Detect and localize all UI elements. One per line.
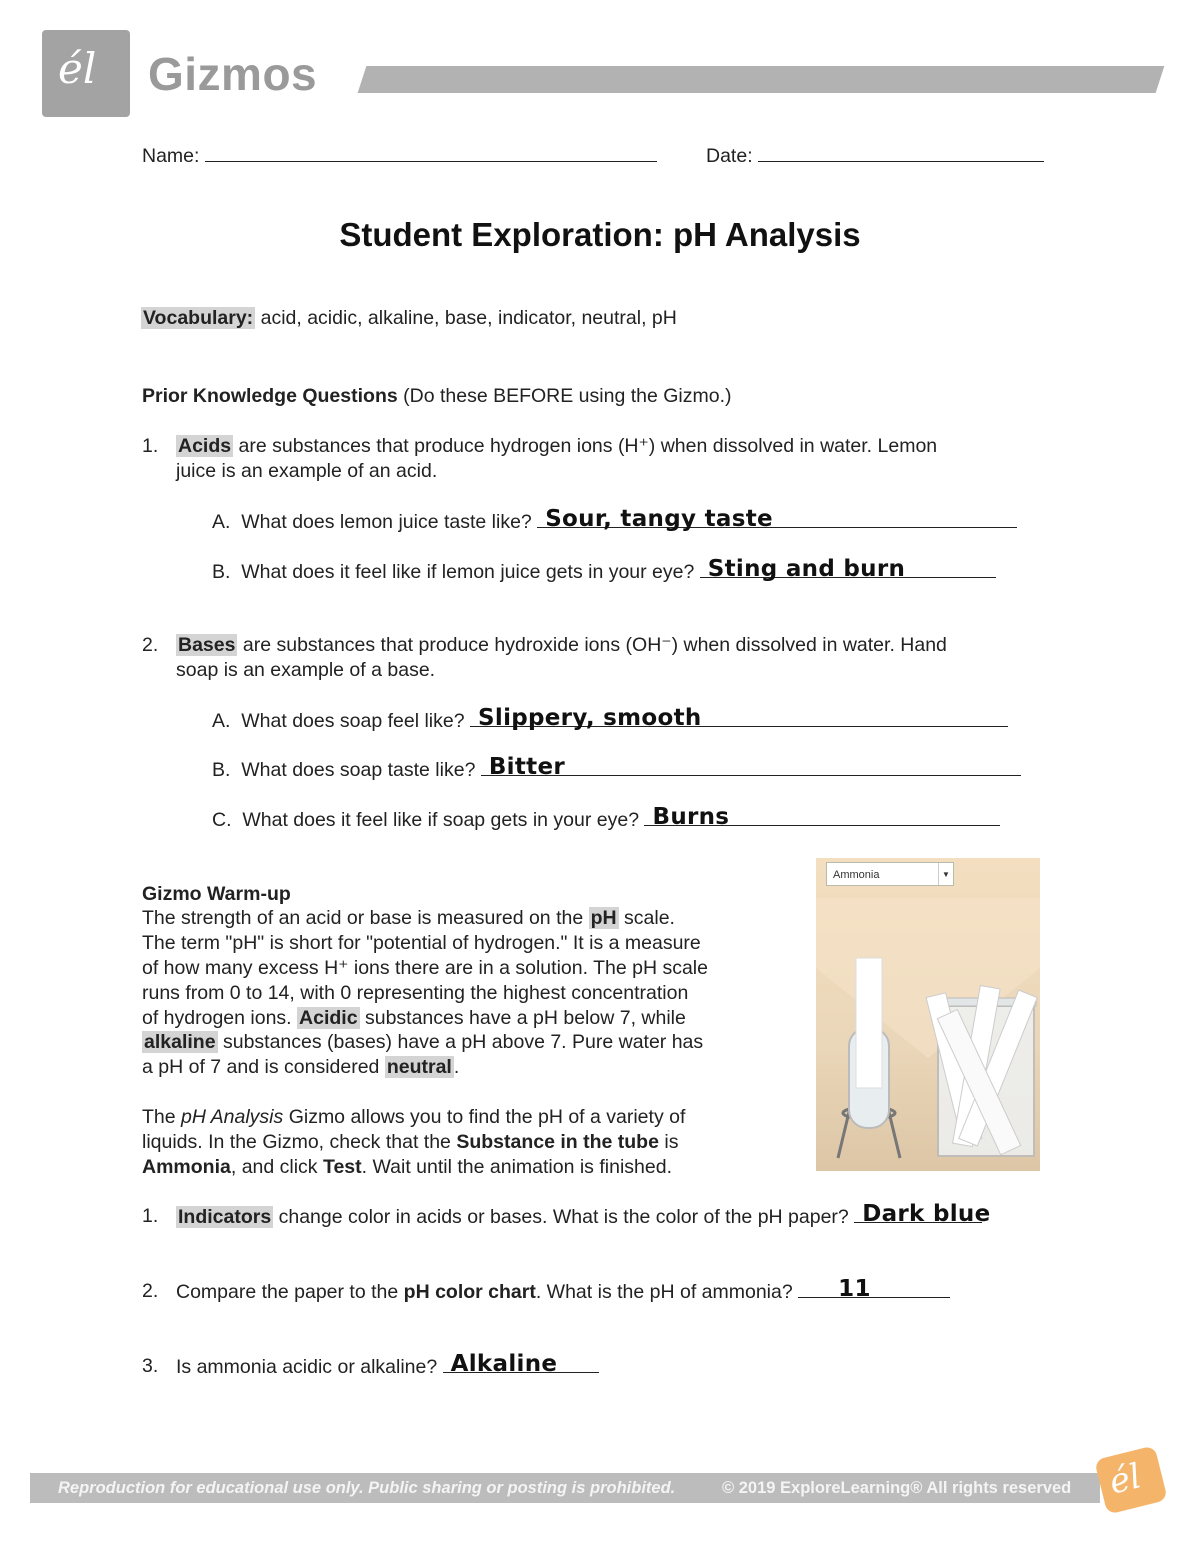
dropdown-value: Ammonia xyxy=(833,869,880,881)
brand-name: Gizmos xyxy=(148,48,318,100)
warmup-q3-number: 3. xyxy=(142,1355,159,1377)
warmup-p1-line1 xyxy=(142,906,675,931)
prior-q2a-question: What does soap feel like? xyxy=(241,710,465,732)
ammonia-term: Ammonia xyxy=(142,1156,231,1178)
warmup-q1 xyxy=(176,1201,991,1230)
prior-q2a-answer-line[interactable] xyxy=(470,705,1008,731)
warmup-q2-text-b: . What is the pH of ammonia? xyxy=(535,1281,793,1303)
vocabulary-label: Vocabulary: xyxy=(143,307,254,329)
prior-q1b-question: What does it feel like if lemon juice gets in your eye? xyxy=(241,561,695,583)
warmup-q2-number: 2. xyxy=(142,1280,159,1302)
warmup-p2-line1 xyxy=(142,1105,685,1130)
prior-q1a-answer: Sour, tangy taste xyxy=(545,506,773,532)
gizmos-logo xyxy=(42,30,130,117)
warmup-q1-answer: Dark blue xyxy=(862,1201,991,1227)
prior-q2c xyxy=(212,804,1000,833)
prior-q2c-answer: Burns xyxy=(652,804,730,830)
prior-q1a xyxy=(212,506,1017,535)
warmup-p1-l7b: . xyxy=(453,1056,460,1078)
prior-q2b xyxy=(212,754,1021,783)
prior-q2a-letter: A. xyxy=(212,710,231,732)
warmup-q1-answer-line[interactable] xyxy=(854,1201,991,1227)
warmup-q1-text: change color in acids or bases. What is the color of the pH paper? xyxy=(278,1206,849,1228)
prior-q1b xyxy=(212,556,996,585)
prior-q2a xyxy=(212,705,1008,734)
prior-q1a-letter: A. xyxy=(212,511,231,533)
vocabulary xyxy=(141,306,677,331)
gizmo-screenshot xyxy=(816,858,1040,1171)
warmup-q3-text: Is ammonia acidic or alkaline? xyxy=(176,1356,438,1378)
warmup-p1-line5 xyxy=(142,1006,686,1031)
prior-heading-note: (Do these BEFORE using the Gizmo.) xyxy=(403,385,732,407)
warmup-p2-l1b: Gizmo allows you to find the pH of a variety of xyxy=(288,1106,686,1128)
chevron-down-icon: ▼ xyxy=(938,863,953,885)
ph-color-chart-term: pH color chart xyxy=(403,1281,536,1303)
warmup-p1-l5a: of hydrogen ions. xyxy=(142,1007,292,1029)
warmup-q2-text-a: Compare the paper to the xyxy=(176,1281,399,1303)
prior-q1b-letter: B. xyxy=(212,561,231,583)
prior-q2b-answer: Bitter xyxy=(488,754,565,780)
prior-q2-text1: are substances that produce hydroxide ions (OH⁻) when dissolved in water. Hand xyxy=(242,634,947,656)
prior-q1-text1: are substances that produce hydrogen ions (H⁺) when dissolved in water. Lemon xyxy=(238,435,938,457)
warmup-heading: Gizmo Warm-up xyxy=(142,883,291,905)
prior-q2c-question: What does it feel like if soap gets in your eye? xyxy=(242,809,640,831)
name-field[interactable] xyxy=(142,143,657,169)
explorelearning-logo xyxy=(1094,1445,1168,1514)
prior-q2b-letter: B. xyxy=(212,759,231,781)
name-label: Name: xyxy=(142,145,200,167)
prior-q1a-question: What does lemon juice taste like? xyxy=(241,511,532,533)
warmup-q3 xyxy=(176,1351,599,1380)
ph-term: pH xyxy=(590,907,617,929)
date-field[interactable] xyxy=(706,143,1044,169)
page-title: Student Exploration: pH Analysis xyxy=(339,216,861,253)
header-bar xyxy=(358,66,1165,93)
substance-term: Substance in the tube xyxy=(456,1131,659,1153)
logo-mark: él xyxy=(58,44,97,93)
warmup-p2-l3b: . Wait until the animation is finished. xyxy=(361,1156,672,1178)
prior-q1-number: 1. xyxy=(142,435,159,457)
warmup-p1-l5b: substances have a pH below 7, while xyxy=(364,1007,686,1029)
name-line[interactable] xyxy=(205,143,657,162)
warmup-p1-line7 xyxy=(142,1055,459,1080)
warmup-p1-line2: The term "pH" is short for "potential of hydrogen." It is a measure xyxy=(142,932,701,954)
warmup-p1-l6b: substances (bases) have a pH above 7. Pure water has xyxy=(222,1031,704,1053)
prior-q2-line1 xyxy=(176,633,947,658)
footer-notice: Reproduction for educational use only. Public sharing or posting is prohibited. xyxy=(58,1479,676,1497)
acidic-term: Acidic xyxy=(299,1007,358,1029)
acids-term: Acids xyxy=(178,435,232,457)
warmup-p1-line6 xyxy=(142,1030,703,1055)
prior-q1b-answer-line[interactable] xyxy=(700,556,996,582)
test-term: Test xyxy=(322,1156,362,1178)
warmup-p2-l2a: liquids. In the Gizmo, check that the xyxy=(142,1131,451,1153)
warmup-q2 xyxy=(176,1276,950,1305)
warmup-q1-number: 1. xyxy=(142,1205,159,1227)
prior-q1-line2: juice is an example of an acid. xyxy=(176,460,438,482)
indicators-term: Indicators xyxy=(178,1206,272,1228)
prior-q2b-question: What does soap taste like? xyxy=(241,759,476,781)
warmup-q2-answer-line[interactable] xyxy=(798,1276,950,1302)
warmup-p2-l1a: The xyxy=(142,1106,176,1128)
footer-copyright: © 2019 ExploreLearning® All rights reserved xyxy=(722,1479,1072,1497)
warmup-p1-line3: of how many excess H⁺ ions there are in a solution. The pH scale xyxy=(142,957,708,979)
date-line[interactable] xyxy=(758,143,1044,162)
neutral-term: neutral xyxy=(386,1056,452,1078)
date-label: Date: xyxy=(706,145,753,167)
prior-q1a-answer-line[interactable] xyxy=(537,506,1017,532)
vocabulary-terms: acid, acidic, alkaline, base, indicator, neutral, pH xyxy=(260,307,677,329)
prior-q1-line1 xyxy=(176,434,937,459)
prior-knowledge-heading xyxy=(142,384,732,409)
warmup-p1-l1b: scale. xyxy=(624,907,675,929)
warmup-p2-line2 xyxy=(142,1130,678,1155)
warmup-q3-answer-line[interactable] xyxy=(443,1351,599,1377)
prior-q1b-answer: Sting and burn xyxy=(707,556,906,582)
warmup-p1-l1a: The strength of an acid or base is measured on the xyxy=(142,907,584,929)
alkaline-term: alkaline xyxy=(144,1031,216,1053)
corner-logo-mark: él xyxy=(1105,1456,1146,1503)
prior-q2c-answer-line[interactable] xyxy=(644,804,1000,830)
prior-q2b-answer-line[interactable] xyxy=(481,754,1021,780)
test-tube-illustration xyxy=(816,858,1040,1171)
gizmo-name: pH Analysis xyxy=(181,1106,284,1128)
prior-q2c-letter: C. xyxy=(212,809,232,831)
warmup-p2-line3 xyxy=(142,1155,672,1180)
warmup-p1-line4: runs from 0 to 14, with 0 representing the highest concentration xyxy=(142,982,689,1004)
warmup-p2-l3a: , and click xyxy=(230,1156,318,1178)
warmup-p1-l7a: a pH of 7 and is considered xyxy=(142,1056,380,1078)
prior-q2-number: 2. xyxy=(142,634,159,656)
warmup-q2-answer: 11 xyxy=(838,1276,871,1302)
prior-heading-text: Prior Knowledge Questions xyxy=(142,385,398,407)
warmup-p2-l2b: is xyxy=(664,1131,679,1153)
prior-q2-line2: soap is an example of a base. xyxy=(176,659,436,681)
prior-q2a-answer: Slippery, smooth xyxy=(478,705,702,731)
warmup-q3-answer: Alkaline xyxy=(450,1351,558,1377)
bases-term: Bases xyxy=(178,634,236,656)
